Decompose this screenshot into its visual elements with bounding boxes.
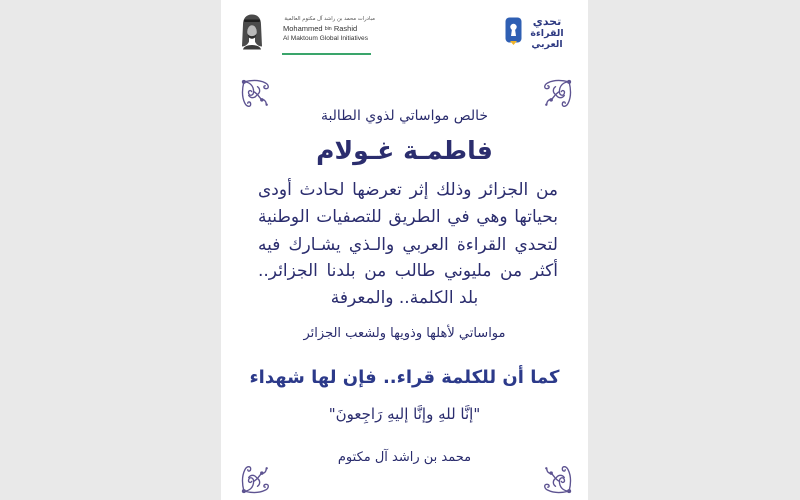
condolence-paragraph-last-line: بلد الكلمة.. والمعرفة (330, 288, 479, 308)
condolence-paragraph-line: أكثر من مليوني طالب من بلدنا الجزائر.. (258, 261, 558, 281)
arc-title-line3: العربي (531, 39, 563, 50)
family-condolence-line: مواساتي لأهلها وذويها ولشعب الجزائر (303, 326, 506, 341)
signature: محمد بن راشد آل مكتوم (337, 450, 472, 465)
mbrgi-underline (282, 53, 371, 55)
student-name: فاطمـة غـولام (316, 136, 493, 165)
condolence-paragraph-line: لتحدي القراءة العربي والـذي يشـارك فيه (258, 235, 558, 255)
quran-verse: "إنَّا للهِ وإنَّا إليهِ رَاجِعونَ" (328, 405, 481, 423)
mbrgi-english-last: Rashid (333, 24, 358, 33)
portrait-silhouette-icon (240, 13, 264, 50)
arc-title-line2: القراءة (530, 28, 564, 39)
condolence-paragraph-line: بحياتها وهي في الطريق للتصفيات الوطنية (258, 207, 558, 227)
mbrgi-arabic-name: مبادرات محمد بن راشد آل مكتوم العالمية (284, 16, 375, 22)
condolence-paragraph-line: من الجزائر وذلك إثر تعرضها لحادث أودى (258, 180, 558, 200)
mbrgi-english-name (283, 24, 375, 34)
condolence-card (221, 0, 588, 500)
condolence-intro: خالص مواساتي لذوي الطالبة (320, 108, 489, 124)
mbrgi-english-first: Mohammed (283, 24, 323, 33)
mbrgi-english-subtitle: Al Maktoum Global Initiatives (283, 35, 369, 42)
keyhole-book-icon (505, 17, 522, 45)
arc-title-line1: تحدي (532, 15, 562, 28)
quote-line: كما أن للكلمة قراء.. فإن لها شهداء (249, 367, 560, 388)
mbrgi-english-bin: bin (324, 26, 332, 32)
